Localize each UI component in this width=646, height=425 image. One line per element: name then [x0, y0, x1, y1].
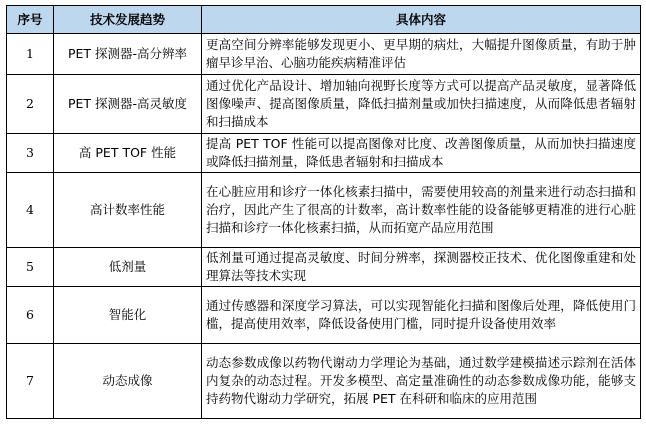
row-trend: 动态成像 — [54, 344, 202, 419]
table-row — [7, 75, 641, 134]
row-trend: 智能化 — [54, 287, 202, 344]
row-content: 通过优化产品设计、增加轴向视野长度等方式可以提高产品灵敏度，显著降低图像噪声、提高图像质量，降低扫描剂量或加快扫描速度，从而降低患者辐射和扫描成本 — [202, 75, 641, 134]
table-row — [7, 248, 641, 287]
row-trend: 低剂量 — [54, 248, 202, 287]
table-row — [7, 173, 641, 248]
row-content: 在心脏应用和诊疗一体化核素扫描中，需要使用较高的剂量来进行动态扫描和治疗，因此产生了很高的计数率，高计数率性能的设备能够更精准的进行心脏扫描和诊疗一体化核素扫描，从而拓宽产品应用范围 — [202, 173, 641, 248]
table-header-row — [7, 6, 641, 34]
table-row — [7, 134, 641, 173]
header-content: 具体内容 — [202, 6, 641, 34]
row-trend: PET 探测器-高分辨率 — [54, 34, 202, 75]
row-content: 低剂量可通过提高灵敏度、时间分辨率，探测器校正技术、优化图像重建和处理算法等技术实现 — [202, 248, 641, 287]
technology-trends-table — [6, 5, 641, 419]
row-trend: 高 PET TOF 性能 — [54, 134, 202, 173]
table-row — [7, 287, 641, 344]
row-number: 5 — [7, 248, 54, 287]
row-number: 7 — [7, 344, 54, 419]
row-content: 通过传感器和深度学习算法，可以实现智能化扫描和图像后处理，降低使用门槛，提高使用效率，降低设备使用门槛，同时提升设备使用效率 — [202, 287, 641, 344]
row-number: 6 — [7, 287, 54, 344]
row-trend: 高计数率性能 — [54, 173, 202, 248]
row-number: 1 — [7, 34, 54, 75]
row-content: 更高空间分辨率能够发现更小、更早期的病灶，大幅提升图像质量，有助于肿瘤早诊早治、心脑功能疾病精准评估 — [202, 34, 641, 75]
header-no: 序号 — [7, 6, 54, 34]
table-row — [7, 344, 641, 419]
row-number: 2 — [7, 75, 54, 134]
table-row — [7, 34, 641, 75]
row-content: 提高 PET TOF 性能可以提高图像对比度、改善图像质量，从而加快扫描速度或降低扫描剂量，降低患者辐射和扫描成本 — [202, 134, 641, 173]
row-trend: PET 探测器-高灵敏度 — [54, 75, 202, 134]
header-trend: 技术发展趋势 — [54, 6, 202, 34]
row-number: 4 — [7, 173, 54, 248]
row-number: 3 — [7, 134, 54, 173]
row-content: 动态参数成像以药物代谢动力学理论为基础，通过数学建模描述示踪剂在活体内复杂的动态过程。开发多模型、高定量准确性的动态参数成像功能，能够支持药物代谢动力学研究，拓展 PET 在科研和临床的应用范围 — [202, 344, 641, 419]
